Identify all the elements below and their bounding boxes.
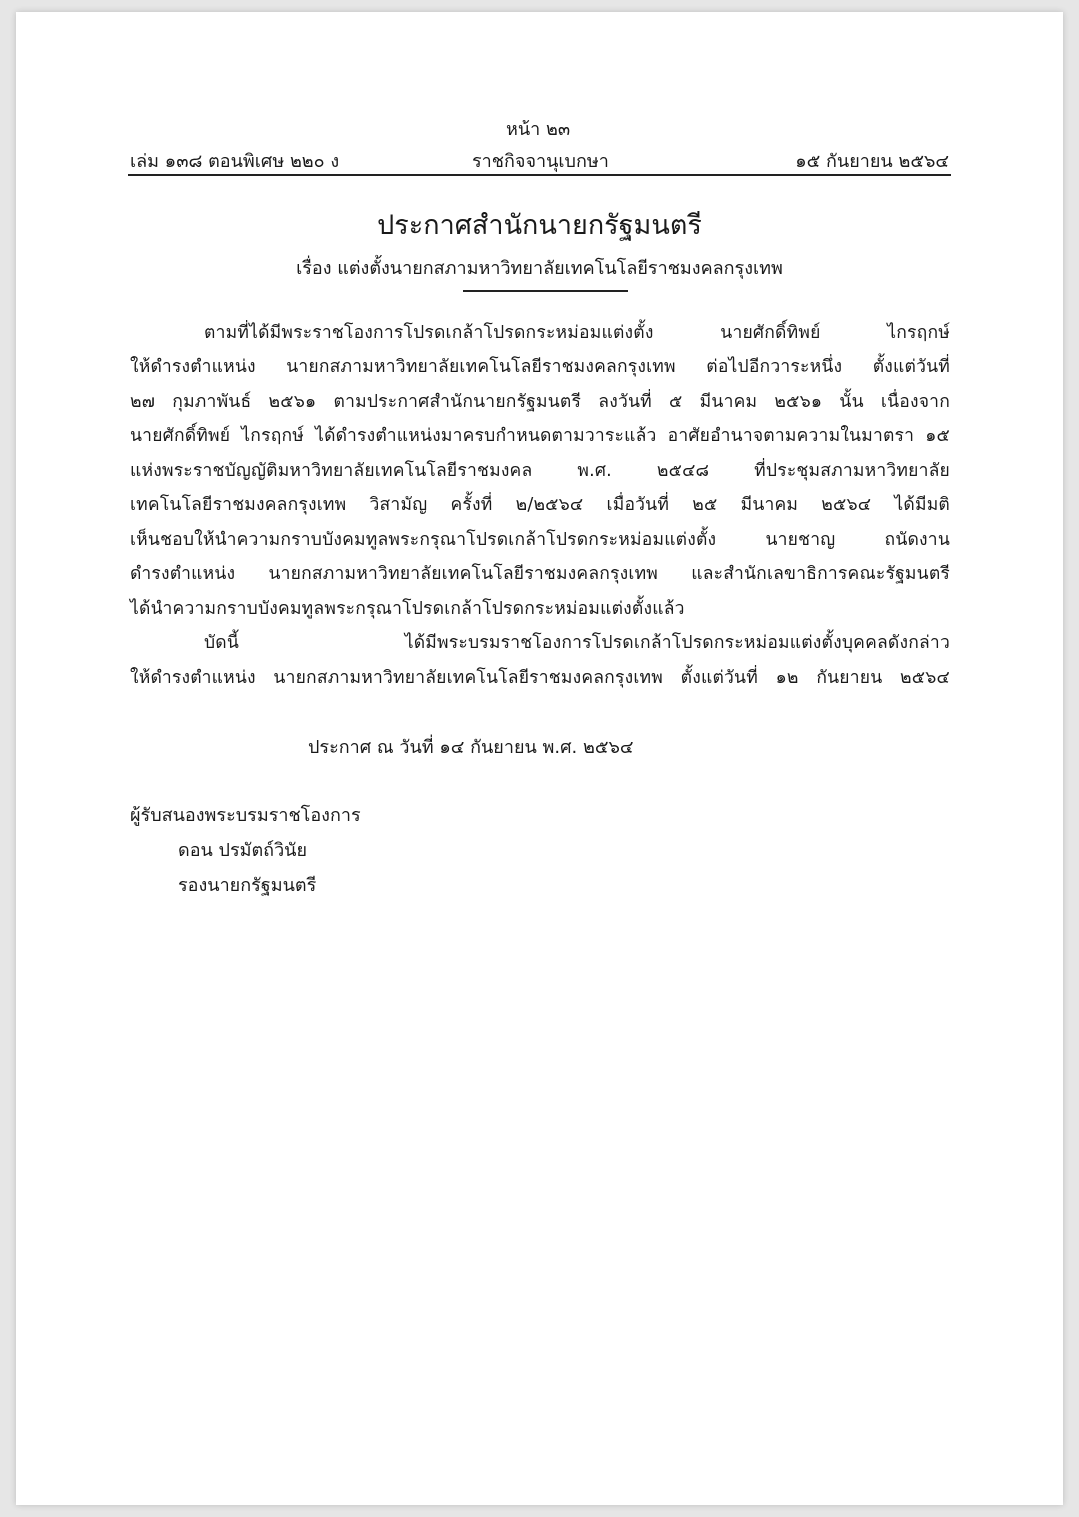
countersign-label: ผู้รับสนองพระบรมราชโองการ: [130, 805, 361, 826]
gazette-name: ราชกิจจานุเบกษา: [472, 151, 609, 172]
page-number: หน้า ๒๓: [506, 119, 571, 140]
paragraph-line: นายศักดิ์ทิพย์ ไกรฤกษ์ ได้ดำรงตำแหน่งมาครบกำหนดตามวาระแล้ว อาศัยอำนาจตามความในมาตรา ๑๕: [130, 426, 950, 446]
paragraph-line: ๒๗ กุมภาพันธ์ ๒๕๖๑ ตามประกาศสำนักนายกรัฐมนตรี ลงวันที่ ๕ มีนาคม ๒๕๖๑ นั้น เนื่องจาก: [130, 392, 950, 412]
publication-date: ๑๕ กันยายน ๒๕๖๔: [795, 151, 949, 172]
paragraph-line: บัดนี้ ได้มีพระบรมราชโองการโปรดเกล้าโปรดกระหม่อมแต่งตั้งบุคคลดังกล่าว: [204, 633, 950, 653]
header-divider: [128, 174, 951, 176]
signatory-position: รองนายกรัฐมนตรี: [178, 875, 317, 896]
signatory-name: ดอน ปรมัตถ์วินัย: [178, 840, 308, 861]
announcement-date: ประกาศ ณ วันที่ ๑๔ กันยายน พ.ศ. ๒๕๖๔: [308, 737, 634, 758]
document-subject: เรื่อง แต่งตั้งนายกสภามหาวิทยาลัยเทคโนโลยีราชมงคลกรุงเทพ: [296, 258, 783, 279]
paragraph-line: ได้นำความกราบบังคมทูลพระกรุณาโปรดเกล้าโปรดกระหม่อมแต่งตั้งแล้ว: [130, 599, 685, 619]
paragraph-line: แห่งพระราชบัญญัติมหาวิทยาลัยเทคโนโลยีราชมงคล พ.ศ. ๒๕๔๘ ที่ประชุมสภามหาวิทยาลัย: [130, 461, 950, 481]
paragraph-line: เทคโนโลยีราชมงคลกรุงเทพ วิสามัญ ครั้งที่ ๒/๒๕๖๔ เมื่อวันที่ ๒๕ มีนาคม ๒๕๖๔ ได้มีมติ: [130, 495, 950, 515]
subject-divider: [463, 290, 628, 292]
paragraph-line: เห็นชอบให้นำความกราบบังคมทูลพระกรุณาโปรดเกล้าโปรดกระหม่อมแต่งตั้ง นายชาญ ถนัดงาน: [130, 530, 950, 550]
document-title: ประกาศสำนักนายกรัฐมนตรี: [377, 210, 702, 241]
paragraph-line: ตามที่ได้มีพระราชโองการโปรดเกล้าโปรดกระหม่อมแต่งตั้ง นายศักดิ์ทิพย์ ไกรฤกษ์: [204, 323, 950, 343]
volume-issue: เล่ม ๑๓๘ ตอนพิเศษ ๒๒๐ ง: [130, 151, 340, 172]
paragraph-line: ให้ดำรงตำแหน่ง นายกสภามหาวิทยาลัยเทคโนโลยีราชมงคลกรุงเทพ ต่อไปอีกวาระหนึ่ง ตั้งแต่วันที่: [130, 357, 950, 377]
paragraph-line: ดำรงตำแหน่ง นายกสภามหาวิทยาลัยเทคโนโลยีราชมงคลกรุงเทพ และสำนักเลขาธิการคณะรัฐมนตรี: [130, 564, 950, 584]
paragraph-line: ให้ดำรงตำแหน่ง นายกสภามหาวิทยาลัยเทคโนโลยีราชมงคลกรุงเทพ ตั้งแต่วันที่ ๑๒ กันยายน ๒๕๖๔: [130, 668, 950, 688]
